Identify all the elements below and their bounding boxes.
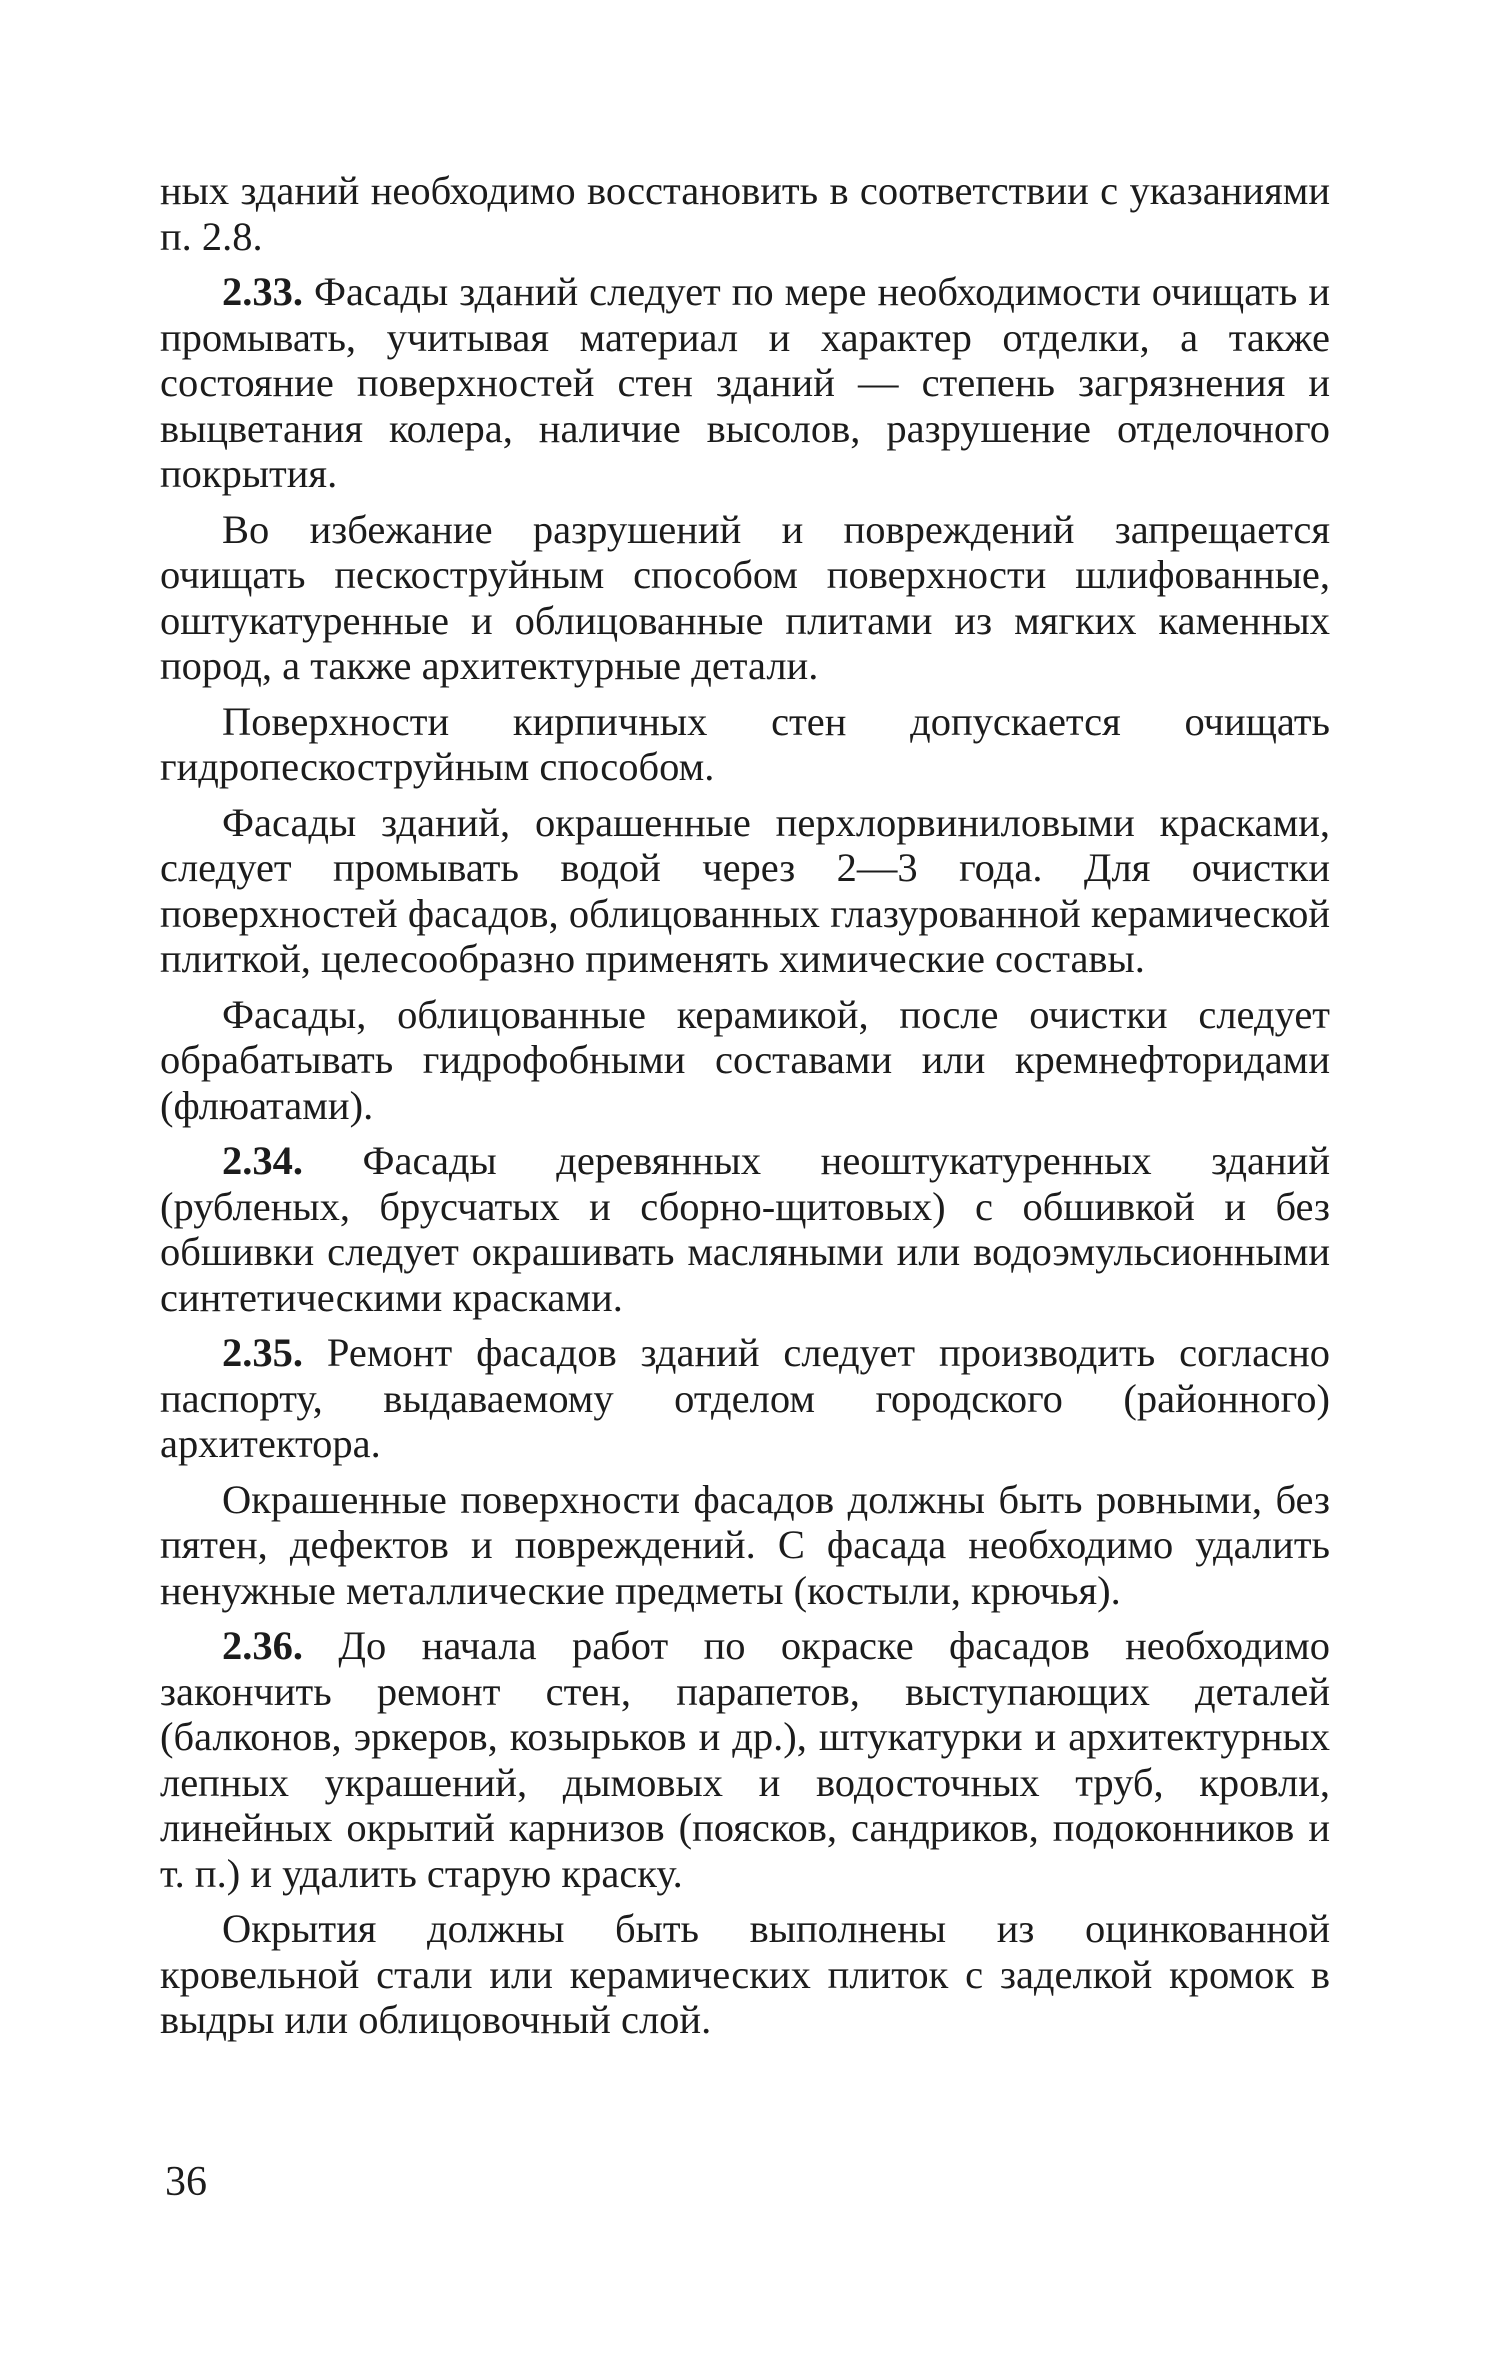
paragraph — [160, 992, 1330, 1129]
paragraph — [160, 800, 1330, 982]
paragraph-2-36 — [160, 1623, 1330, 1896]
paragraph-2-33 — [160, 269, 1330, 497]
paragraph-continuation — [160, 168, 1330, 259]
page-number: 36 — [165, 2159, 207, 2205]
clause-number: 2.34. — [222, 1138, 303, 1183]
paragraph-text: Фасады зданий следует по мере необходимости очищать и промывать, учитывая материал и характер отделки, а также состояние поверхностей стен зданий — степень загрязнения и выцветания колера, наличие высолов, разрушение отделочного покрытия. — [160, 269, 1330, 496]
page-body — [160, 168, 1330, 2053]
paragraph-2-35 — [160, 1330, 1330, 1467]
paragraph-text: Фасады зданий, окрашенные перхлорвиниловыми красками, следует промывать водой через 2—3 года. Для очистки поверхностей фасадов, облицованных глазурованной керамической плиткой, целесообразно применять химические составы. — [160, 799, 1330, 981]
paragraph-text: Во избежание разрушений и повреждений запрещается очищать пескоструйным способом поверхности шлифованные, оштукатуренные и облицованные плитами из мягких каменных пород, а также архитектурные детали. — [160, 506, 1330, 688]
paragraph — [160, 507, 1330, 689]
paragraph — [160, 1477, 1330, 1614]
paragraph-text: Фасады, облицованные керамикой, после очистки следует обрабатывать гидрофобными составами или кремнефторидами (флюатами). — [160, 991, 1330, 1128]
paragraph-text: Окрытия должны быть выполнены из оцинкованной кровельной стали или керамических плиток с заделкой кромок в выдры или облицовочный слой. — [160, 1906, 1330, 2042]
paragraph — [160, 699, 1330, 790]
paragraph-text: Поверхности кирпичных стен допускается очищать гидропескоструйным способом. — [160, 698, 1330, 789]
paragraph-text: До начала работ по окраске фасадов необходимо закончить ремонт стен, парапетов, выступающих деталей (балконов, эркеров, козырьков и др.), штукатурки и архитектурных лепных украшений, дымовых и водосточных труб, кровли, линейных окрытий карнизов (поясков, сандриков, подоконников и т. п.) и удалить старую краску. — [160, 1623, 1330, 1896]
paragraph-text: Ремонт фасадов зданий следует производить согласно паспорту, выдаваемому отделом городского (районного) архитектора. — [160, 1330, 1330, 1466]
clause-number: 2.33. — [222, 269, 303, 314]
clause-number: 2.35. — [222, 1330, 303, 1375]
paragraph-text: ных зданий необходимо восстановить в соответствии с указаниями п. 2.8. — [160, 168, 1330, 259]
paragraph-text: Окрашенные поверхности фасадов должны быть ровными, без пятен, дефектов и повреждений. С фасада необходимо удалить ненужные металлические предметы (костыли, крючья). — [160, 1476, 1330, 1613]
clause-number: 2.36. — [222, 1623, 303, 1668]
paragraph — [160, 1906, 1330, 2043]
paragraph-text: Фасады деревянных неоштукатуренных зданий (рубленых, брусчатых и сборно-щитовых) с обшивкой и без обшивки следует окрашивать масляными или водоэмульсионными синтетическими красками. — [160, 1138, 1330, 1320]
paragraph-2-34 — [160, 1138, 1330, 1320]
